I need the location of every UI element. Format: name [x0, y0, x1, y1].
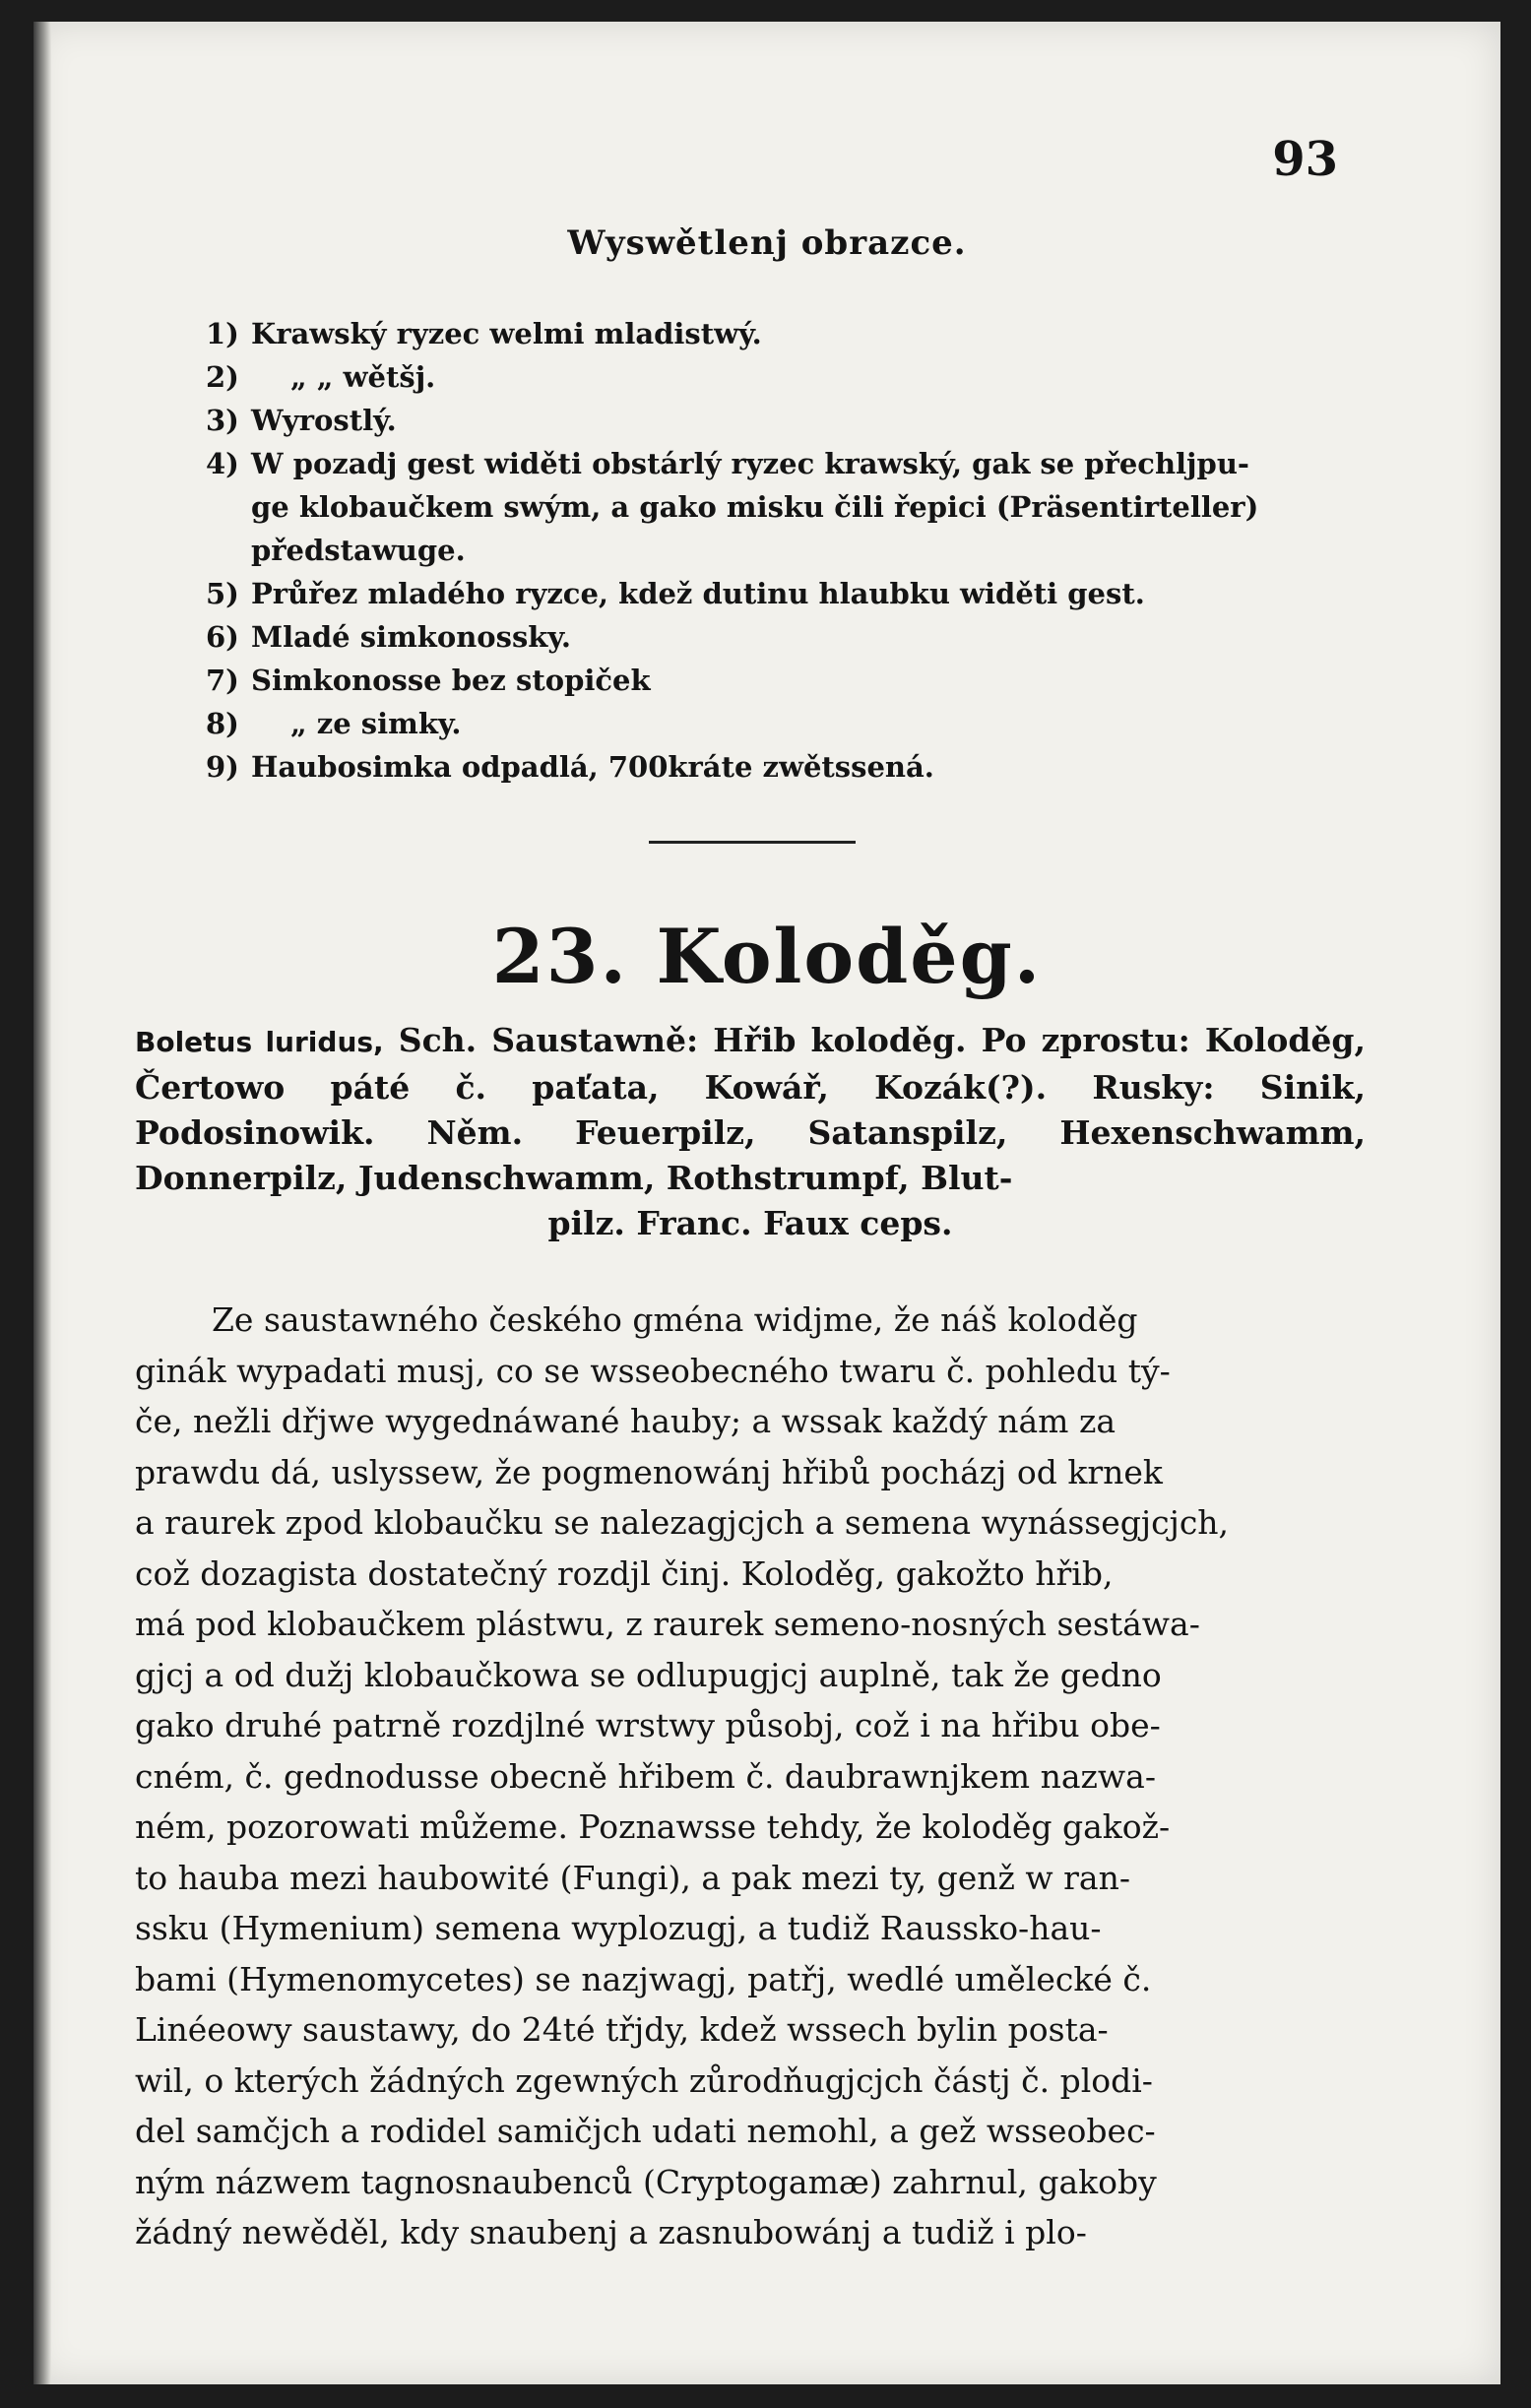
body-line: ném, pozorowati můžeme. Poznawsse tehdy, že koloděg gakož- — [135, 1807, 1171, 1846]
body-line: cném, č. gednodusse obecně hřibem č. daubrawnjkem nazwa- — [135, 1756, 1156, 1796]
legend-item: 8) „ ze simky. — [206, 707, 462, 740]
legend-item: 5) Průřez mladého ryzce, kdež dutinu hlaubku widěti gest. — [206, 577, 1145, 610]
legend-item: 9) Haubosimka odpadlá, 700kráte zwětssená. — [206, 750, 934, 784]
body-line: gjcj a od dužj klobaučkowa se odlupugjcj auplně, tak že gedno — [135, 1655, 1162, 1694]
body-line: bami (Hymenomycetes) se nazjwagj, patřj, wedlé umělecké č. — [135, 1959, 1152, 1998]
vernacular-names-last-line: pilz. Franc. Faux ceps. — [547, 1204, 953, 1242]
body-line: prawdu dá, uslyssew, že pogmenowánj hřibů pocházj od krnek — [135, 1452, 1163, 1491]
legend-item: 2) „ „ wětšj. — [206, 360, 436, 394]
page-spine-shadow — [33, 22, 51, 2384]
body-line: má pod klobaučkem plástwu, z raurek semeno-nosných sestáwa- — [135, 1605, 1200, 1643]
legend-item: 6) Mladé simkonossky. — [206, 620, 571, 654]
body-line: což dozagista dostatečný rozdjl činj. Koloděg, gakožto hřib, — [135, 1553, 1114, 1593]
legend-item-continuation: ge klobaučkem swým, a gako misku čili řepici (Präsentirteller) — [251, 490, 1259, 524]
species-names-block — [135, 1018, 1366, 1246]
latin-name: Boletus luridus, — [135, 1026, 384, 1058]
body-line: žádný newěděl, kdy snaubenj a zasnubowánj a tudiž i plo- — [135, 2213, 1087, 2251]
body-line: Ze saustawného českého gména widjme, že náš koloděg — [212, 1300, 1138, 1339]
legend-item-continuation: předstawuge. — [251, 534, 466, 567]
body-line: to hauba mezi haubowité (Fungi), a pak mezi ty, genž w ran- — [135, 1858, 1130, 1897]
book-page — [33, 22, 1500, 2384]
body-line: če, nežli dřjwe wygednáwané hauby; a wssak každý nám za — [135, 1402, 1116, 1440]
body-line: ným názwem tagnosnaubenců (Cryptogamæ) zahrnul, gakoby — [135, 2162, 1157, 2201]
legend-item: 3) Wyrostlý. — [206, 404, 397, 437]
page-number: 93 — [1272, 132, 1338, 187]
legend-item: 1) Krawský ryzec welmi mladistwý. — [206, 317, 762, 350]
body-line: wil, o kterých žádných zgewných zůrodňugjcjch částj č. plodi- — [135, 2060, 1153, 2100]
body-line: ssku (Hymenium) semena wyplozugj, a tudiž Raussko-hau- — [135, 1909, 1102, 1947]
body-line: ginák wypadati musj, co se wsseobecného twaru č. pohledu tý- — [135, 1351, 1171, 1390]
body-line: gako druhé patrně rozdjlné wrstwy působj, což i na hřibu obe- — [135, 1706, 1161, 1744]
vernacular-names: Sch. Saustawně: Hřib koloděg. Po zprostu: Koloděg, Čertowo páté č. paťata, Kowář, Kozák(?). Rusky: Sinik, Podosinowik. Něm. Feuerpilz, Satanspilz, Hexenschwamm, Donnerpilz, Judenschwamm, Rothstrumpf, Blut- — [135, 1021, 1366, 1197]
body-line: a raurek zpod klobaučku se nalezagjcjch a semena wynássegjcjch, — [135, 1503, 1230, 1542]
body-paragraph — [135, 1295, 1371, 2258]
figure-legend-list — [206, 312, 1387, 789]
section-title: 23. Koloděg. — [491, 913, 1043, 1000]
legend-heading: Wyswětlenj obrazce. — [567, 223, 967, 263]
legend-item: 7) Simkonosse bez stopiček — [206, 664, 651, 697]
legend-item: 4) W pozadj gest widěti obstárlý ryzec krawský, gak se přechljpu- — [206, 447, 1249, 480]
body-line: Linéeowy saustawy, do 24té třjdy, kdež wssech bylin posta- — [135, 2010, 1109, 2049]
section-divider — [649, 841, 856, 844]
body-line: del samčjch a rodidel samičjch udati nemohl, a gež wsseobec- — [135, 2112, 1156, 2150]
